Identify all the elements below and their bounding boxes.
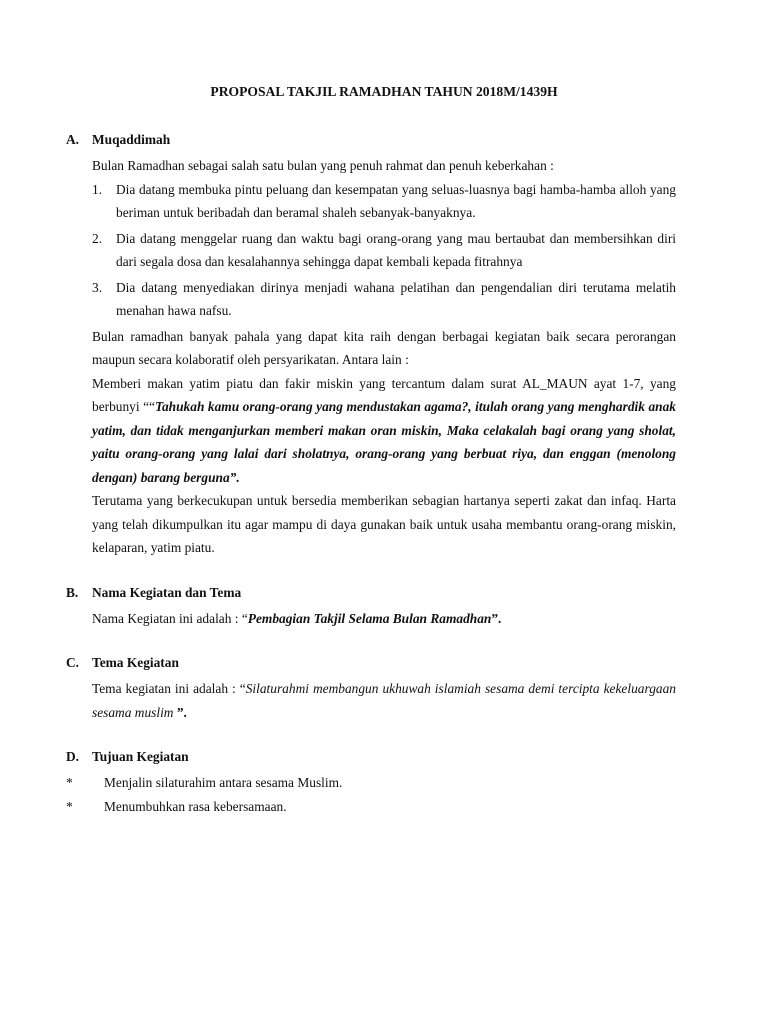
- bullet-star: *: [66, 775, 73, 790]
- list-item: [92, 178, 676, 225]
- section-letter: A.: [66, 132, 80, 147]
- activity-name-tail: ”.: [491, 610, 502, 626]
- body-paragraph: Terutama yang berkecukupan untuk bersedia memberikan sebagian hartanya seperti zakat dan infaq. Harta yang telah dikumpulkan itu agar mampu di daya gunakan baik untuk usaha membantu orang-orang miskin, kelaparan, yatim piatu.: [92, 493, 676, 555]
- section-title: Muqaddimah: [92, 132, 171, 147]
- theme-tail: ”.: [173, 704, 187, 720]
- section-letter: D.: [66, 749, 80, 764]
- section-tema-kegiatan: [66, 653, 676, 724]
- section-nama-kegiatan: [66, 583, 676, 631]
- section-letter: C.: [66, 655, 80, 670]
- section-heading: [66, 653, 676, 673]
- list-item-text: Dia datang menyediakan dirinya menjadi wahana pelatihan dan pengendalian diri terutama melatih menahan hawa nafsu.: [116, 279, 676, 318]
- activity-name-lead: Nama Kegiatan ini adalah : “: [92, 610, 248, 626]
- section-heading: [66, 583, 676, 603]
- list-item: [92, 227, 676, 274]
- theme-lead: Tema kegiatan ini adalah : “: [92, 681, 246, 696]
- section-heading: [66, 747, 676, 767]
- theme-line: [92, 677, 676, 724]
- document-title: PROPOSAL TAKJIL RAMADHAN TAHUN 2018M/1439H: [210, 84, 558, 99]
- goal-text: Menjalin silaturahim antara sesama Muslim.: [104, 775, 343, 790]
- section-title: Nama Kegiatan dan Tema: [92, 584, 242, 600]
- theme-value: Silaturahmi membangun ukhuwah islamiah sesama demi tercipta kekeluargaan sesama muslim: [92, 681, 676, 720]
- list-item: [92, 276, 676, 323]
- list-number: 1.: [92, 181, 103, 197]
- list-item-text: Dia datang membuka pintu peluang dan kesempatan yang seluas-luasnya bagi hamba-hamba alloh yang beriman untuk beribadah dan beramal shaleh sebanyak-banyaknya.: [116, 181, 676, 220]
- activity-name-value: Pembagian Takjil Selama Bulan Ramadhan: [247, 610, 492, 626]
- section-tujuan-kegiatan: [66, 747, 676, 818]
- section-title: Tema Kegiatan: [92, 655, 179, 670]
- intro-paragraph: Bulan Ramadhan sebagai salah satu bulan yang penuh rahmat dan penuh keberkahan :: [92, 158, 554, 173]
- list-item: [66, 771, 676, 795]
- list-number: 3.: [92, 279, 103, 295]
- activity-name-line: [92, 607, 676, 631]
- list-number: 2.: [92, 230, 103, 246]
- section-heading: [66, 130, 676, 150]
- quran-quote-paragraph: [92, 372, 676, 490]
- quote-text: Tahukah kamu orang-orang yang mendustakan agama?, itulah orang yang menghardik anak yatim, dan tidak menganjurkan memberi makan oran miskin, Maka celakalah bagi orang yang sholat, yaitu orang-orang yang lalai dari sholatnya, orang-orang yang berbuat riya, dan enggan (menolong dengan) barang berguna”.: [92, 399, 676, 485]
- goals-list: [66, 771, 676, 818]
- bullet-star: *: [66, 798, 73, 814]
- section-letter: B.: [66, 584, 79, 600]
- section-muqaddimah: [66, 130, 676, 560]
- section-title: Tujuan Kegiatan: [92, 749, 189, 764]
- quote-lead-text: Memberi makan yatim piatu dan fakir miskin yang tercantum dalam surat AL_MAUN ayat 1-7, yang berbunyi ““: [92, 375, 676, 414]
- numbered-list: [92, 178, 676, 323]
- list-item-text: Dia datang menggelar ruang dan waktu bagi orang-orang yang mau bertaubat dan membersihkan diri dari segala dosa dan kesalahannya sehingga dapat kembali kepada fitrahnya: [116, 230, 676, 269]
- list-item: [66, 795, 676, 819]
- goal-text: Menumbuhkan rasa kebersamaan.: [104, 798, 287, 814]
- body-paragraph: Bulan ramadhan banyak pahala yang dapat kita raih dengan berbagai kegiatan baik secara perorangan maupun secara kolaboratif oleh persyarikatan. Antara lain :: [92, 328, 676, 367]
